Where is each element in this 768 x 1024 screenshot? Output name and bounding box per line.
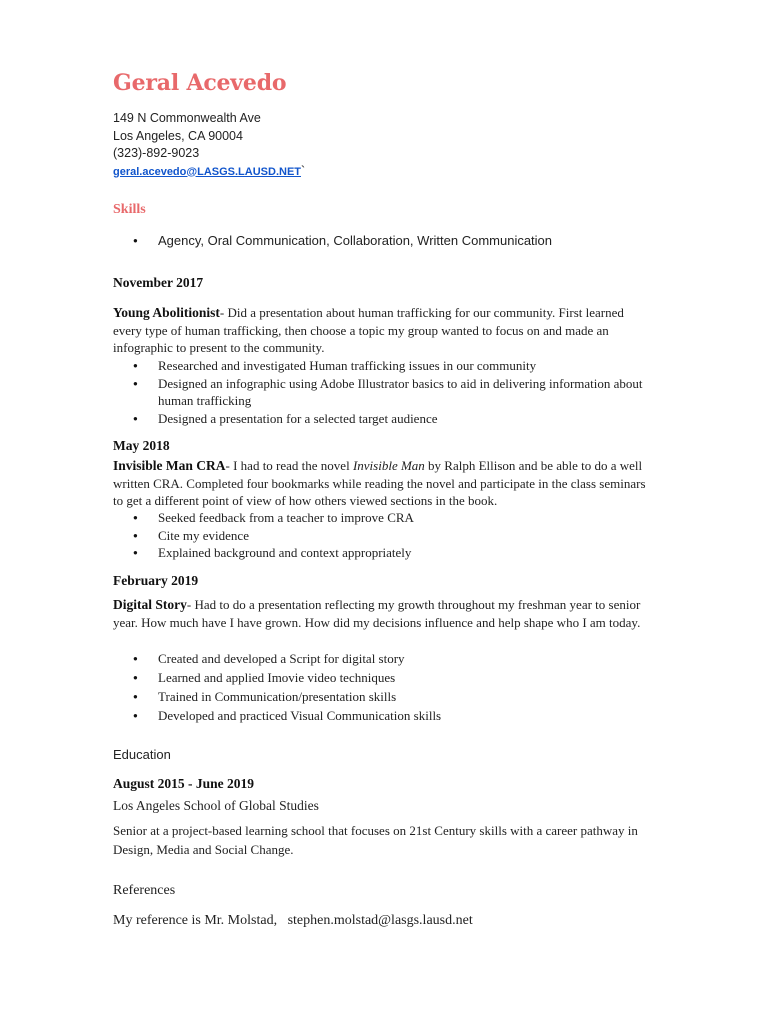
experience-bullet: ● Developed and practiced Visual Communication skills [113,706,658,725]
experience-title: Young Abolitionist [113,305,220,320]
email-suffix: ` [301,163,306,178]
experience-title: Invisible Man CRA [113,458,226,473]
experience-bullet: ● Trained in Communication/presentation skills [113,687,658,706]
resume-name: Geral Acevedo [113,70,287,96]
experience-bullets [113,509,658,562]
experience-date: February 2019 [113,573,199,588]
experience-description [113,457,653,510]
experience-description [113,304,653,357]
address-line-2: Los Angeles, CA 90004 [113,128,243,143]
references-text: My reference is Mr. Molstad, stephen.molstad@lasgs.lausd.net [113,913,473,928]
experience-title: Digital Story [113,597,187,612]
experience-bullet: ● Designed a presentation for a selected target audience [113,410,658,428]
experience-bullet: ● Seeked feedback from a teacher to improve CRA [113,509,658,527]
skills-item: ● Agency, Oral Communication, Collaboration, Written Communication [113,232,658,250]
skills-heading: Skills [113,202,146,217]
address-line-1: 149 N Commonwealth Ave [113,111,261,125]
experience-bullet: ● Researched and investigated Human trafficking issues in our community [113,357,658,375]
school-name: Los Angeles School of Global Studies [113,798,319,813]
experience-desc: - Did a presentation about human trafficking for our community. First learned every type of human trafficking, then choose a topic my group wanted to focus on and made an infographic to present to the community. [113,305,624,355]
education-heading: Education [113,747,171,762]
email-link[interactable]: geral.acevedo@LASGS.LAUSD.NET [113,165,301,178]
references-heading: References [113,883,176,898]
experience-bullets [113,649,658,725]
email-line [113,163,305,182]
contact-block [113,110,305,181]
phone-number: (323)-892-9023 [113,146,200,160]
experience-bullet: ● Created and developed a Script for digital story [113,649,658,668]
experience-bullets [113,357,658,427]
experience-bullet: ● Cite my evidence [113,527,658,545]
experience-desc: - Had to do a presentation reflecting my growth throughout my freshman year to senior year. How much have I have grown. How did my decisions influence and help shape who I am today. [113,597,641,630]
education-description: Senior at a project-based learning school that focuses on 21st Century skills with a career pathway in Design, Media and Social Change. [113,823,638,857]
experience-bullet: ● Designed an infographic using Adobe Illustrator basics to aid in delivering information about human trafficking [113,375,658,410]
experience-bullet: ● Learned and applied Imovie video techniques [113,668,658,687]
experience-desc: by Ralph Ellison and be able to do a well written CRA. Completed four bookmarks while reading the novel and participate in the class seminars to get a different point of view of how others viewed sections in the book. [113,458,646,508]
skills-list [113,232,658,250]
education-date: August 2015 - June 2019 [113,776,255,791]
novel-title: Invisible Man [352,458,425,473]
experience-date: May 2018 [113,438,170,453]
experience-bullet: ● Explained background and context appropriately [113,544,658,562]
experience-description [113,596,653,631]
experience-desc: - I had to read the novel [225,458,353,473]
experience-date: November 2017 [113,275,204,290]
